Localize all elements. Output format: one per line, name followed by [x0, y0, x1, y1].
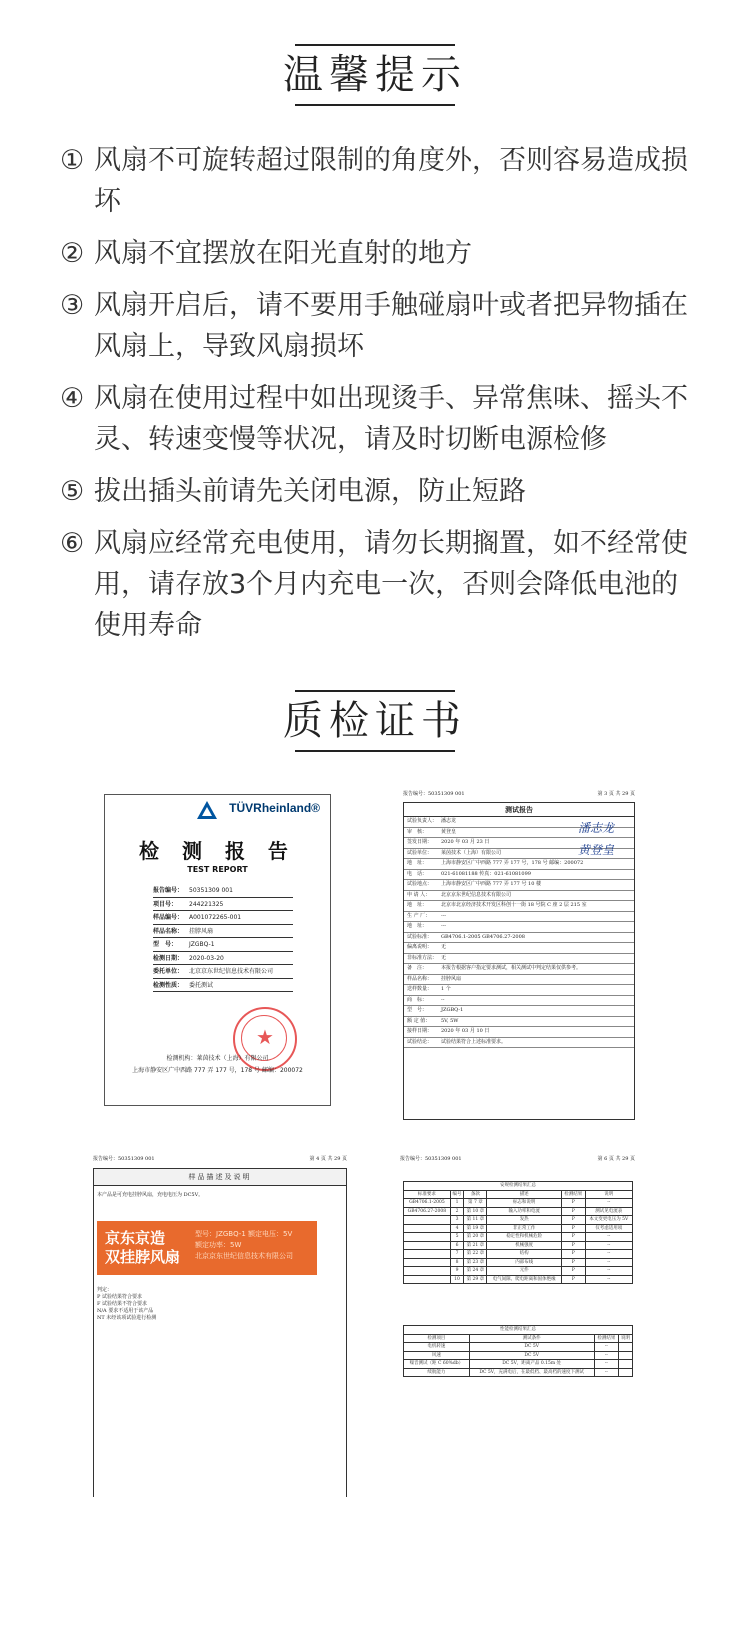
- table-cell: --: [585, 1199, 632, 1208]
- quality-heading-bottom-rule: [295, 750, 455, 752]
- report-row: 额 定 值： 5V, 5W: [404, 1017, 634, 1028]
- table-row: [404, 1233, 633, 1242]
- table-cell: 机械强度: [487, 1241, 561, 1250]
- report-fields: [153, 885, 293, 993]
- table-cell: 电气间隙、爬电距离和固体绝缘: [487, 1275, 561, 1284]
- page-number: 第 4 页 共 29 页: [309, 1156, 347, 1162]
- table-cell: 噪音测试（距 C 60%db）: [404, 1360, 470, 1369]
- tuv-logo-text: TÜVRheinland®: [229, 801, 320, 815]
- table-cell: 3: [450, 1216, 464, 1225]
- table-cell: 6: [450, 1241, 464, 1250]
- table-cell: [404, 1233, 451, 1242]
- report-row: 试验地点： 上海市静安区广中西路 777 弄 177 号 10 楼: [404, 880, 634, 891]
- table-cell: 电机转速: [404, 1343, 470, 1352]
- page-header: [400, 1155, 635, 1162]
- table-row: [404, 1216, 633, 1225]
- table-row: [404, 1250, 633, 1259]
- table-row: [404, 1267, 633, 1276]
- report-row: 试验结论： 试验结果符合上述标准要求。: [404, 1038, 634, 1049]
- report-row: 接样日期： 2020 年 03 月 10 日: [404, 1027, 634, 1038]
- report-row: 地 址： 上海市静安区广中西路 777 弄 177 号，178 号 邮编：200072: [404, 859, 634, 870]
- table-cell: --: [585, 1275, 632, 1284]
- report-row: 备 注： 本报告根据客户指定要求测试，相关测试中判定结果仅供参考。: [404, 964, 634, 975]
- table-cell: 1: [450, 1199, 464, 1208]
- tip-text: 拔出插头前请先关闭电源，防止短路: [94, 476, 526, 507]
- report-row: 签发日期： 2020 年 03 月 23 日: [404, 838, 634, 849]
- table-cell: DC 5V: [469, 1351, 594, 1360]
- report-subtitle: TEST REPORT: [187, 865, 248, 874]
- table-cell: 7: [450, 1250, 464, 1259]
- table-cell: --: [585, 1233, 632, 1242]
- table-cell: GB4706.1-2005: [404, 1199, 451, 1208]
- sample-box: [93, 1168, 347, 1497]
- table-cell: [619, 1343, 633, 1352]
- tip-number: ⑤: [60, 476, 85, 507]
- table-cell: 第 19 章: [464, 1224, 487, 1233]
- tip-text: 风扇应经常充电使用，请勿长期搁置，如不经常使用，请存放3个月内充电一次，否则会降低电池的使用寿命: [94, 528, 688, 641]
- field-row: 样品编号： A001072265-001: [153, 912, 293, 925]
- test-report-page-3: [403, 790, 635, 1120]
- tip-item: [60, 378, 700, 460]
- table-cell: GB4706.27-2008: [404, 1207, 451, 1216]
- tip-text: 风扇开启后，请不要用手触碰扇叶或者把异物插在风扇上，导致风扇损坏: [94, 290, 688, 362]
- signature-1: 潘志龙: [577, 821, 614, 835]
- table-cell: --: [594, 1360, 618, 1369]
- table-header-cell: 说明: [619, 1334, 633, 1343]
- table-cell: 内部布线: [487, 1258, 561, 1267]
- field-row: 检测日期： 2020-03-20: [153, 953, 293, 966]
- quality-heading: [0, 690, 750, 752]
- product-label-brand: 京东京造 双挂脖风扇: [105, 1229, 181, 1266]
- tip-number: ④: [60, 383, 85, 414]
- table-cell: [404, 1267, 451, 1276]
- table-cell: 第 11 章: [464, 1216, 487, 1225]
- report-table: [403, 802, 635, 1120]
- table-cell: --: [594, 1343, 618, 1352]
- report-row: 审 核： 黄登皇: [404, 828, 634, 839]
- table-cell: 10: [450, 1275, 464, 1284]
- tips-title: 温馨提示: [283, 52, 467, 98]
- table-row: [404, 1368, 633, 1377]
- table-row: [404, 1343, 633, 1352]
- table-cell: --: [585, 1258, 632, 1267]
- table-cell: 第 7 章: [464, 1199, 487, 1208]
- table-header-cell: 检测结果: [561, 1190, 585, 1199]
- table-cell: P: [561, 1224, 585, 1233]
- table-row: [404, 1241, 633, 1250]
- field-row: 项目号： 244221325: [153, 899, 293, 912]
- test-org: 检测机构：莱茵技术（上海）有限公司: [166, 1055, 269, 1062]
- table-cell: P: [561, 1233, 585, 1242]
- table-cell: [404, 1250, 451, 1259]
- table-cell: [404, 1224, 451, 1233]
- tip-item: [60, 285, 700, 367]
- table-cell: 第 23 章: [464, 1258, 487, 1267]
- quality-title: 质检证书: [283, 698, 467, 744]
- table-row: [404, 1207, 633, 1216]
- product-label-spec: 型号：JZGBQ-1 额定电压：5V 额定功率：5W 北京京东世纪信息技术有限公司: [195, 1230, 293, 1260]
- table-cell: 第 20 章: [464, 1233, 487, 1242]
- report-row: 申 请 人： 北京京东世纪信息技术有限公司: [404, 891, 634, 902]
- tip-item: [60, 233, 700, 274]
- table-header-cell: 描述: [487, 1190, 561, 1199]
- report-row: 偏离说明： 无: [404, 943, 634, 954]
- table-cell: DC 5V: [469, 1343, 594, 1352]
- tip-text: 风扇不宜摆放在阳光直射的地方: [94, 238, 472, 269]
- tip-number: ①: [60, 145, 85, 176]
- table-cell: 5: [450, 1233, 464, 1242]
- table-row: [404, 1224, 633, 1233]
- report-row: 生 产 厂： ---: [404, 912, 634, 923]
- table-header-cell: 说明: [585, 1190, 632, 1199]
- table-cell: [404, 1216, 451, 1225]
- table-header-cell: 测试条件: [469, 1334, 594, 1343]
- report-row: 非标准方法： 无: [404, 954, 634, 965]
- product-label-image: [97, 1221, 317, 1275]
- table-cell: [404, 1241, 451, 1250]
- table-cell: --: [594, 1368, 618, 1377]
- report-row: 样品名称： 挂脖风扇: [404, 975, 634, 986]
- table-cell: P: [561, 1216, 585, 1225]
- table-cell: 续航能力: [404, 1368, 470, 1377]
- field-row: 报告编号： 50351309 001: [153, 885, 293, 898]
- table-header-cell: 检测结果: [594, 1334, 618, 1343]
- page-number: 第 6 页 共 29 页: [597, 1156, 635, 1162]
- table-row: [404, 1258, 633, 1267]
- table-cell: --: [585, 1250, 632, 1259]
- table-cell: P: [561, 1267, 585, 1276]
- table-cell: 稳定性和机械危险: [487, 1233, 561, 1242]
- tip-text: 风扇不可旋转超过限制的角度外，否则容易造成损坏: [94, 145, 688, 217]
- table-cell: P: [561, 1241, 585, 1250]
- tip-number: ③: [60, 290, 85, 321]
- table-cell: P: [561, 1258, 585, 1267]
- table-cell: 标志和说明: [487, 1199, 561, 1208]
- table-cell: --: [594, 1351, 618, 1360]
- page-header: [93, 1155, 347, 1162]
- table-cell: 发热: [487, 1216, 561, 1225]
- table-row: [404, 1351, 633, 1360]
- tips-heading-bottom-rule: [295, 104, 455, 106]
- table-cell: [619, 1351, 633, 1360]
- tip-number: ⑥: [60, 528, 85, 559]
- tip-text: 风扇在使用过程中如出现烫手、异常焦味、摇头不灵、转速变慢等状况，请及时切断电源检修: [94, 383, 688, 455]
- table-cell: 测试见电流表: [585, 1207, 632, 1216]
- table-cell: P: [561, 1250, 585, 1259]
- sample-box-title: 样品描述及说明: [94, 1169, 346, 1186]
- tip-number: ②: [60, 238, 85, 269]
- table-cell: DC 5V，距离产品 0.15m 处: [469, 1360, 594, 1369]
- report-row: 地 址： 北京市北京经济技术开发区科创十一街 18 号院 C 座 2 层 215 室: [404, 901, 634, 912]
- test-org-address: 上海市静安区广中西路 777 弄 177 号，178 号 邮编：200072: [132, 1067, 303, 1074]
- table-cell: 第 22 章: [464, 1250, 487, 1259]
- report-row: 电 话： 021-61081188 传真：021-61081099: [404, 870, 634, 881]
- report-number: 报告编号：50351309 001: [400, 1156, 462, 1162]
- report-row: 试验负责人： 潘志龙: [404, 817, 634, 828]
- tip-item: [60, 523, 700, 646]
- table-cell: 第 29 章: [464, 1275, 487, 1284]
- table-header-cell: 条款: [464, 1190, 487, 1199]
- table-cell: 非正常工作: [487, 1224, 561, 1233]
- table-cell: P: [561, 1207, 585, 1216]
- table-cell: [619, 1368, 633, 1377]
- table-cell: [404, 1275, 451, 1284]
- table-cell: 第 10 章: [464, 1207, 487, 1216]
- table-cell: --: [585, 1267, 632, 1276]
- report-row: 商 标： --: [404, 996, 634, 1007]
- tips-heading: [0, 44, 750, 106]
- report-row: 送样数量： 1 个: [404, 985, 634, 996]
- table-cell: 输入功率和电流: [487, 1207, 561, 1216]
- signature-2: 黄登皇: [577, 843, 614, 857]
- table-row: [404, 1275, 633, 1284]
- table-row: [404, 1199, 633, 1208]
- table-cell: 9: [450, 1267, 464, 1276]
- field-row: 样品名称： 挂脖风扇: [153, 926, 293, 939]
- table-cell: 第 21 章: [464, 1241, 487, 1250]
- report-row: 试验单位： 莱茵技术（上海）有限公司: [404, 849, 634, 860]
- report-row: 试验标准： GB4706.1-2005 GB4706.27-2008: [404, 933, 634, 944]
- table-cell: 4: [450, 1224, 464, 1233]
- table-cell: 仅考虑适用项: [585, 1224, 632, 1233]
- table-cell: P: [561, 1199, 585, 1208]
- table-title: 性能检测结果汇总: [404, 1326, 633, 1335]
- field-row: 委托单位： 北京京东世纪信息技术有限公司: [153, 966, 293, 979]
- page-number: 第 3 页 共 29 页: [597, 791, 635, 797]
- table-header-cell: 检测项目: [404, 1334, 470, 1343]
- safety-results-table: [403, 1181, 633, 1284]
- field-row: 型 号： JZGBQ-1: [153, 939, 293, 952]
- tip-item: [60, 140, 700, 222]
- table-row: [404, 1360, 633, 1369]
- table-cell: DC 5V，充满电后，在最低档、最高档的速度下测试: [469, 1368, 594, 1377]
- table-cell: [404, 1258, 451, 1267]
- test-report-cover: [104, 794, 331, 1106]
- sample-desc: 本产品是可充电挂脖风扇，充电电压为 DC5V。: [97, 1192, 204, 1198]
- page-header: [403, 790, 635, 797]
- table-cell: 元件: [487, 1267, 561, 1276]
- report-number: 报告编号：50351309 001: [403, 791, 465, 797]
- table-cell: [619, 1360, 633, 1369]
- table-cell: 本文变更电压为 5V: [585, 1216, 632, 1225]
- report-title: 检 测 报 告: [139, 839, 296, 863]
- table-cell: 8: [450, 1258, 464, 1267]
- table-cell: 第 24 章: [464, 1267, 487, 1276]
- report-table-title: 测试报告: [404, 803, 634, 817]
- table-cell: P: [561, 1275, 585, 1284]
- tuv-logo-icon: [197, 801, 217, 819]
- table-header-cell: 编号: [450, 1190, 464, 1199]
- results-summary-page: [400, 1155, 635, 1400]
- report-number: 报告编号：50351309 001: [93, 1156, 155, 1162]
- table-cell: 风速: [404, 1351, 470, 1360]
- table-cell: 2: [450, 1207, 464, 1216]
- tip-item: [60, 471, 700, 512]
- judgement-notes: 判定： P 试验结果符合要求 F 试验结果不符合要求 N/A 要求不适用于该产品 NT 未经该项试验进行检测: [97, 1287, 157, 1321]
- report-row: 地 址： ---: [404, 922, 634, 933]
- field-row: 检测性质： 委托测试: [153, 980, 293, 993]
- table-cell: 结构: [487, 1250, 561, 1259]
- table-title: 安规检测结果汇总: [404, 1182, 633, 1191]
- performance-results-table: [403, 1325, 633, 1377]
- table-cell: --: [585, 1241, 632, 1250]
- table-header-cell: 标准要求: [404, 1190, 451, 1199]
- report-row: 型 号： JZGBQ-1: [404, 1006, 634, 1017]
- sample-description-page: [93, 1155, 347, 1497]
- tips-list: [60, 140, 700, 657]
- red-seal-icon: ★: [233, 1007, 297, 1071]
